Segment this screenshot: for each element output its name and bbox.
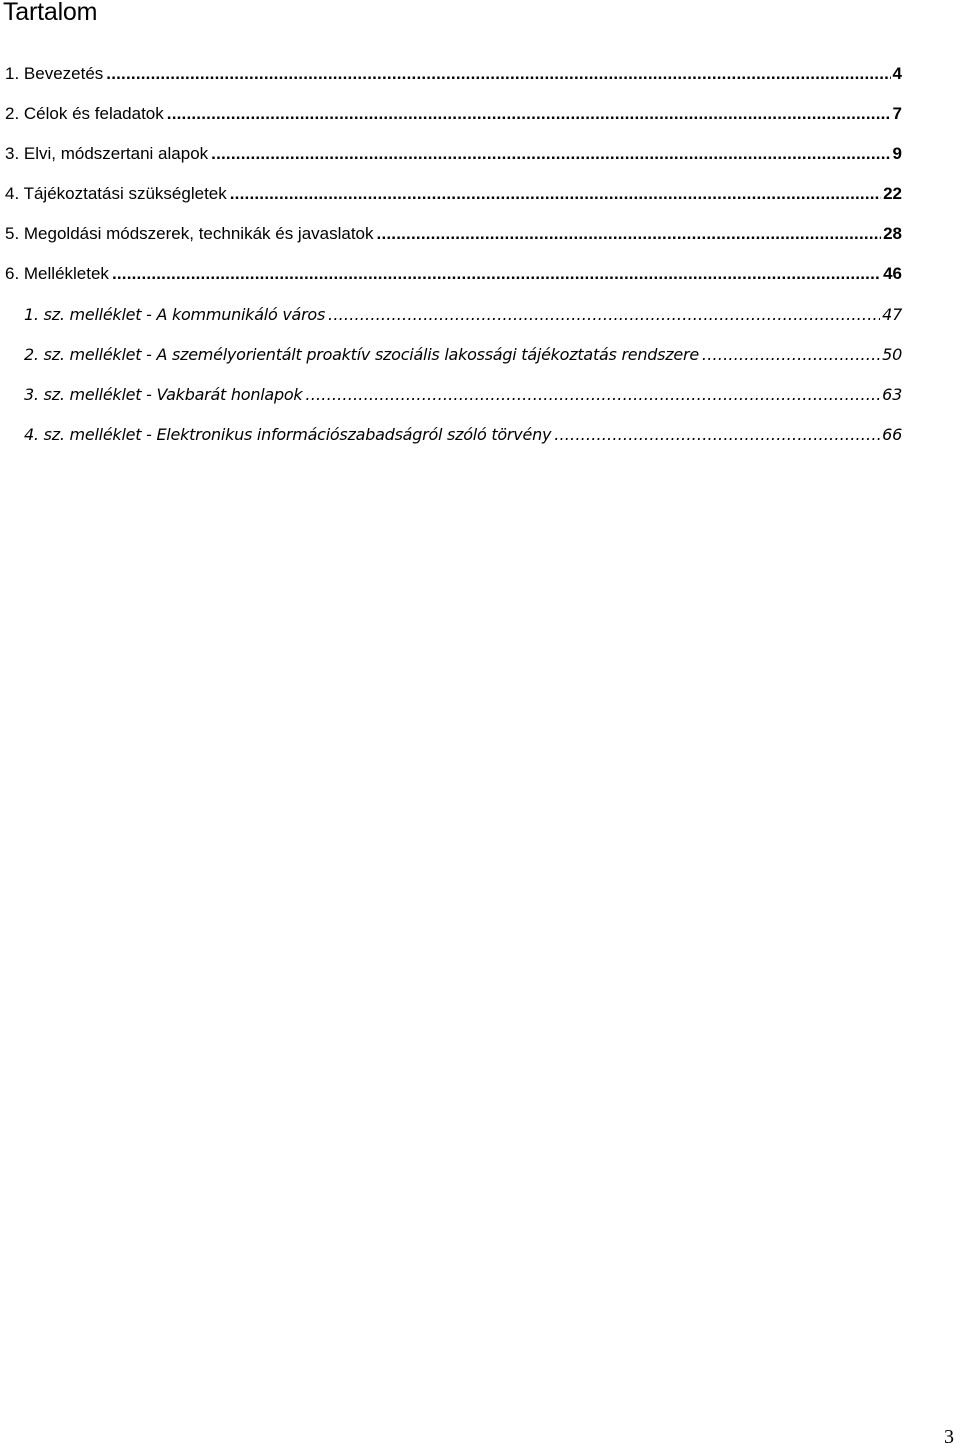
toc-subentry-label: 1. sz. melléklet - A kommunikáló város (24, 305, 326, 324)
toc-dot-leader (230, 184, 881, 204)
toc-entry-label: 6. Mellékletek (5, 264, 109, 283)
toc-entry[interactable] (5, 104, 902, 128)
toc-subentry-page: 47 (882, 305, 902, 324)
toc-entry[interactable] (5, 184, 902, 208)
toc-dot-leader (377, 224, 882, 244)
toc-entry-page: 9 (892, 144, 902, 163)
toc-entry-page: 46 (883, 264, 902, 283)
toc-dot-leader (305, 385, 880, 404)
toc-entry-label: 2. Célok és feladatok (5, 104, 164, 123)
toc-dot-leader (106, 64, 890, 84)
toc-entry-page: 22 (883, 184, 902, 203)
toc-dot-leader (211, 144, 890, 164)
toc-entry-label: 5. Megoldási módszerek, technikák és javaslatok (5, 224, 374, 243)
toc-entry[interactable] (5, 224, 902, 248)
toc-dot-leader (554, 425, 880, 444)
toc-dot-leader (702, 345, 880, 364)
toc-subentry[interactable] (24, 345, 902, 369)
toc-entry-label: 4. Tájékoztatási szükségletek (5, 184, 227, 203)
toc-subentry[interactable] (24, 385, 902, 409)
page-title: Tartalom (3, 0, 98, 26)
toc-subentry-label: 2. sz. melléklet - A személyorientált proaktív szociális lakossági tájékoztatás rendszere (24, 345, 699, 364)
toc-subentry-label: 4. sz. melléklet - Elektronikus információszabadságról szóló törvény (24, 425, 552, 444)
toc-subentry-page: 50 (882, 345, 902, 364)
toc-entry-page: 4 (892, 64, 902, 83)
toc-entry-page: 7 (892, 104, 902, 123)
page-number: 3 (944, 1426, 954, 1448)
toc-entry[interactable] (5, 264, 902, 288)
toc-dot-leader (328, 305, 880, 324)
toc-subentry-label: 3. sz. melléklet - Vakbarát honlapok (24, 385, 303, 404)
toc-subentry[interactable] (24, 305, 902, 329)
toc-dot-leader (112, 264, 881, 284)
toc-entry-page: 28 (883, 224, 902, 243)
toc-entry[interactable] (5, 64, 902, 88)
toc-subentry-page: 63 (882, 385, 902, 404)
toc-subentry-page: 66 (882, 425, 902, 444)
toc-entry-label: 3. Elvi, módszertani alapok (5, 144, 209, 163)
toc-entry-label: 1. Bevezetés (5, 64, 104, 83)
toc-subentry[interactable] (24, 425, 902, 449)
toc-dot-leader (167, 104, 891, 124)
toc-entry[interactable] (5, 144, 902, 168)
